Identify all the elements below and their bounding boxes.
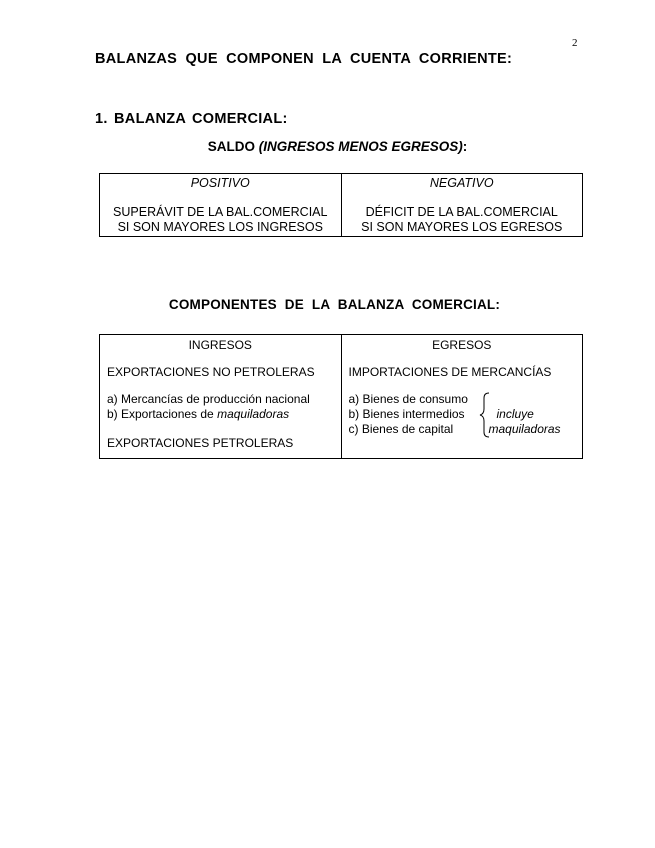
saldo-italic: (INGRESOS MENOS EGRESOS) bbox=[258, 139, 463, 154]
section-heading: 1. BALANZA COMERCIAL: bbox=[95, 111, 288, 127]
cell-negativo bbox=[341, 195, 583, 237]
brace-note-incluye: incluye bbox=[496, 406, 534, 421]
ingresos-item-b bbox=[107, 407, 335, 422]
negativo-line-2: SI SON MAYORES LOS EGRESOS bbox=[361, 219, 563, 234]
header-negativo: NEGATIVO bbox=[341, 174, 583, 195]
positivo-line-2: SI SON MAYORES LOS INGRESOS bbox=[117, 219, 323, 234]
components-heading: COMPONENTES DE LA BALANZA COMERCIAL: bbox=[168, 297, 501, 312]
brace-note-maquiladoras: maquiladoras bbox=[488, 421, 561, 436]
positivo-line-1: SUPERÁVIT DE LA BAL.COMERCIAL bbox=[113, 204, 328, 219]
saldo-table bbox=[99, 173, 583, 237]
egresos-list bbox=[349, 392, 577, 437]
main-heading: BALANZAS QUE COMPONEN LA CUENTA CORRIENTE: bbox=[95, 51, 513, 67]
ingresos-title-2: EXPORTACIONES PETROLERAS bbox=[107, 435, 294, 450]
egresos-item-a: a) Bienes de consumo bbox=[348, 391, 468, 406]
ingresos-title: EXPORTACIONES NO PETROLERAS bbox=[107, 364, 315, 379]
ingresos-item-b-italic: maquiladoras bbox=[217, 406, 290, 421]
header-egresos: EGRESOS bbox=[341, 335, 583, 355]
egresos-item-c: c) Bienes de capital bbox=[348, 421, 454, 436]
egresos-title: IMPORTACIONES DE MERCANCÍAS bbox=[348, 364, 552, 379]
saldo-line bbox=[0, 139, 655, 154]
negativo-line-1: DÉFICIT DE LA BAL.COMERCIAL bbox=[365, 204, 558, 219]
header-positivo: POSITIVO bbox=[100, 174, 342, 195]
saldo-suffix: : bbox=[462, 139, 468, 154]
egresos-item-b: b) Bienes intermedios bbox=[348, 406, 465, 421]
page-number: 2 bbox=[572, 37, 578, 49]
saldo-prefix: SALDO bbox=[207, 139, 255, 154]
cell-ingresos bbox=[100, 355, 342, 459]
ingresos-item-a: a) Mercancías de producción nacional bbox=[107, 391, 310, 406]
components-table bbox=[99, 334, 583, 459]
cell-egresos bbox=[341, 355, 583, 459]
ingresos-item-b-prefix: b) Exportaciones de bbox=[107, 406, 214, 421]
header-ingresos: INGRESOS bbox=[100, 335, 342, 355]
cell-positivo bbox=[100, 195, 342, 237]
